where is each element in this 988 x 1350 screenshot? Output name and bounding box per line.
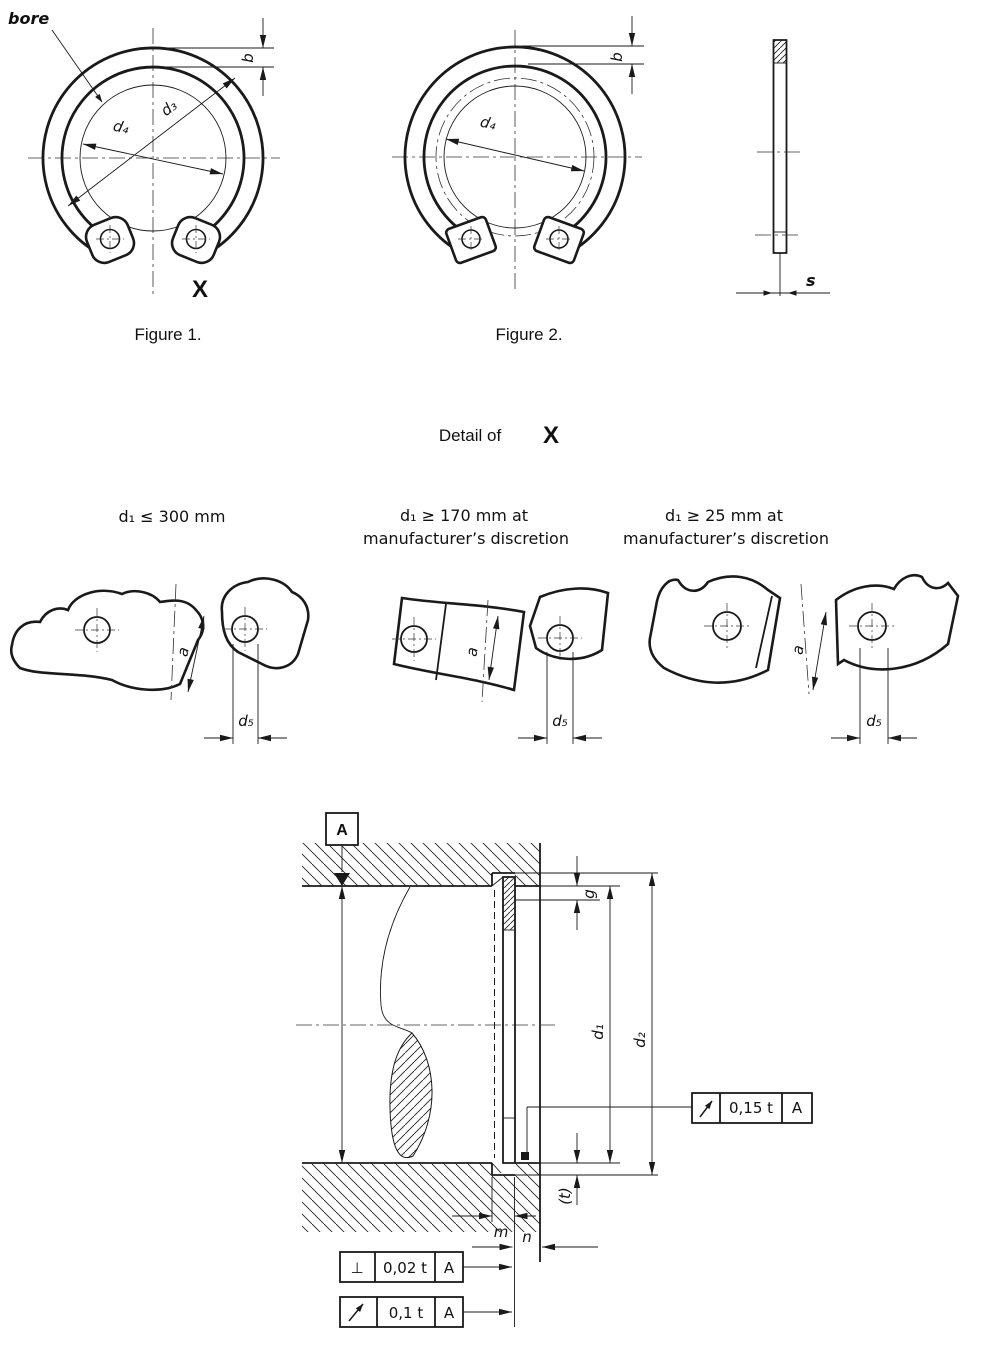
condition-1: d₁ ≤ 300 mm — [118, 507, 226, 526]
tolerance-value: 0,1 t — [388, 1304, 424, 1322]
variant3-d5-label: d₅ — [866, 712, 882, 730]
variant3-a-dimension — [788, 584, 826, 694]
fig1-b-dimension — [158, 18, 274, 96]
tolerance-value: 0,15 t — [728, 1099, 774, 1117]
variant3-right-lug — [836, 575, 958, 669]
fig1-d3-dimension — [68, 78, 235, 206]
g-label: g — [580, 889, 598, 899]
datum-label: A — [336, 822, 348, 839]
tolerance-datum: A — [791, 1099, 803, 1117]
detail-conditions — [119, 506, 829, 548]
fig1-x-marker: X — [191, 276, 209, 303]
tolerance-datum: A — [443, 1304, 455, 1322]
variant2-d5-dimension — [518, 652, 602, 744]
ring-side-view — [736, 40, 830, 296]
tolerance-datum: A — [443, 1259, 455, 1277]
m-label: m — [493, 1223, 509, 1241]
ring-section-hatch — [504, 878, 515, 930]
t-dimension — [556, 1133, 577, 1205]
detail-title-x-marker: X — [542, 422, 560, 449]
fig1-bore-label: bore — [8, 9, 50, 28]
d2-label: d₂ — [631, 1032, 649, 1048]
t-label: (t) — [556, 1187, 574, 1205]
figure2-caption: Figure 2. — [495, 325, 563, 344]
detail-variant-1 — [11, 578, 308, 744]
variant3-a-label: a — [788, 643, 808, 656]
detail-title-text: Detail of — [438, 426, 502, 445]
fig1-b-label: b — [239, 53, 257, 63]
condition-3-line2: manufacturer’s discretion — [623, 529, 829, 548]
figure2-view — [392, 16, 644, 344]
condition-2-line1: d₁ ≥ 170 mm at — [399, 506, 529, 525]
variant1-a-label: a — [173, 645, 193, 659]
tolerance-value: 0,02 t — [382, 1259, 428, 1277]
d2-dimension — [631, 873, 652, 1175]
detail-heading — [439, 422, 559, 449]
side-view-section-hatch — [774, 40, 787, 63]
fig1-bore-callout — [8, 9, 102, 102]
fig1-lug-right — [168, 213, 224, 267]
condition-2-line2: manufacturer’s discretion — [363, 529, 569, 548]
fig1-d4-label: d₄ — [111, 116, 131, 138]
leader-endpoint — [521, 1152, 529, 1160]
part-break-line — [380, 887, 412, 1033]
side-view-outline — [774, 40, 787, 253]
fig1-lug-left — [82, 213, 138, 267]
fig1-d3-label: d₃ — [157, 96, 181, 120]
housing-lower-hatch — [302, 1163, 540, 1232]
d1-label: d₁ — [589, 1024, 607, 1040]
detail-variant-3 — [650, 575, 958, 744]
variant2-d5-label: d₅ — [552, 712, 568, 730]
fig2-b-dimension — [522, 16, 644, 94]
fig2-b-label: b — [608, 52, 626, 62]
d1-dimension — [589, 886, 610, 1163]
variant1-d5-label: d₅ — [238, 712, 254, 730]
figure1-view — [8, 9, 280, 344]
tolerance-frame-runout-015 — [521, 1093, 812, 1160]
perpendicularity-icon: ⊥ — [350, 1259, 364, 1277]
figure1-caption: Figure 1. — [134, 325, 202, 344]
part-section-blob — [390, 1033, 432, 1158]
variant2-a-label: a — [462, 646, 482, 658]
detail-variant-2 — [392, 588, 608, 744]
variant1-left-lug — [11, 591, 203, 690]
tolerance-frame-perpendicularity — [340, 1252, 512, 1282]
fig2-d4-label: d₄ — [478, 112, 498, 134]
n-label: n — [522, 1228, 532, 1246]
tolerance-frame-runout-01 — [340, 1297, 512, 1327]
s-label: s — [806, 271, 816, 290]
s-dimension — [736, 271, 830, 293]
ring-in-groove — [495, 877, 516, 1163]
condition-3-line1: d₁ ≥ 25 mm at — [665, 506, 783, 525]
assembly-section-view — [296, 813, 812, 1327]
